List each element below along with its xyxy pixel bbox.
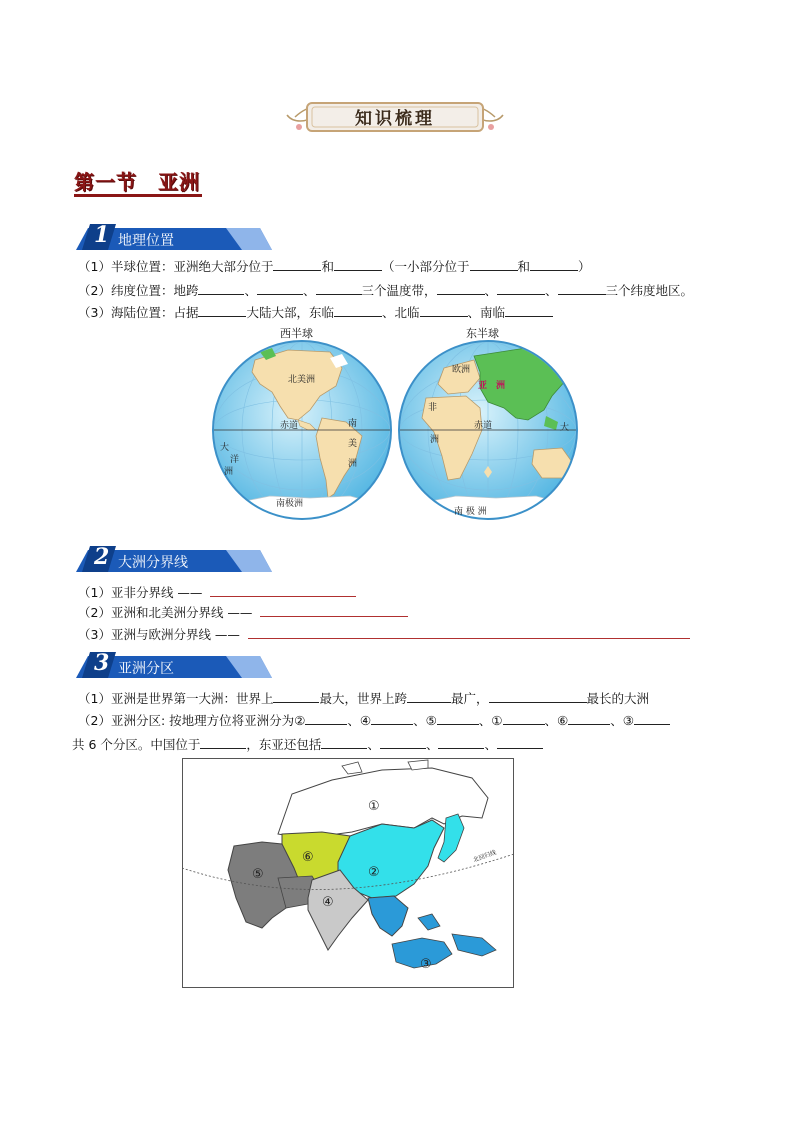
section-title: 亚洲分区	[118, 661, 174, 677]
chapter-underline	[74, 194, 202, 197]
section-header-1	[76, 224, 272, 250]
region-label-4: ④	[322, 895, 334, 910]
region-label-3: ③	[420, 957, 432, 972]
label-africa-2: 洲	[430, 435, 440, 445]
label-africa-1: 非	[428, 403, 438, 413]
label-oceania-west-1: 大	[220, 443, 230, 453]
question-2-3: （3）亚洲与欧洲分界线 ——	[78, 626, 690, 643]
section-number: 2	[94, 544, 110, 570]
question-1-1: （1）半球位置：亚洲绝大部分位于 和 （一小部分位于 和 ）	[78, 259, 591, 274]
east-hemisphere-title: 东半球	[466, 327, 499, 340]
question-3-3: 共 6 个分区。中国位于 ，东亚还包括 、 、 、	[72, 736, 543, 753]
east-hemisphere-map	[396, 338, 580, 522]
label-south-america-3: 洲	[348, 459, 358, 469]
section-title: 地理位置	[118, 233, 174, 249]
label-antarctica-east: 南 极 洲	[454, 507, 487, 517]
section-number: 3	[94, 650, 110, 676]
label-asia: 亚 洲	[478, 381, 506, 391]
label-south-america-1: 南	[348, 419, 358, 429]
label-antarctica-west: 南极洲	[276, 499, 304, 509]
chapter-title: 第一节 亚洲	[74, 170, 200, 194]
label-equator-west: 赤道	[280, 421, 299, 431]
section-number: 1	[94, 222, 110, 248]
section-header-2	[76, 546, 272, 572]
label-equator-east: 赤道	[474, 421, 493, 431]
label-oceania-west-3: 洲	[224, 467, 234, 477]
section-header-3	[76, 652, 272, 678]
region-label-5: ⑤	[252, 867, 264, 882]
question-1-2: （2）纬度位置：地跨 、 、 三个温度带， 、 、 三个纬度地区。	[78, 283, 694, 298]
region-label-2: ②	[368, 865, 380, 880]
label-oceania-west-2: 洋	[230, 455, 240, 465]
banner-title: 知识梳理	[355, 109, 435, 129]
question-2-1: （1）亚非分界线 ——	[78, 584, 356, 601]
question-2-2: （2）亚洲和北美洲分界线 ——	[78, 604, 408, 621]
west-hemisphere-map	[210, 338, 394, 522]
label-south-america-2: 美	[348, 439, 358, 449]
asia-regions-map	[182, 758, 514, 988]
question-3-1: （1）亚洲是世界第一大洲：世界上 最大，世界上跨 最广， 最长的大洲	[78, 691, 650, 706]
region-label-6: ⑥	[302, 850, 314, 865]
section-title: 大洲分界线	[118, 555, 188, 571]
label-oceania-east: 大	[560, 423, 570, 433]
question-3-2: （2）亚洲分区: 按地理方位将亚洲分为② 、④ 、⑤ 、① 、⑥ 、③	[78, 712, 670, 729]
west-hemisphere-title: 西半球	[280, 327, 313, 340]
label-north-america: 北美洲	[288, 375, 316, 385]
region-label-1: ①	[368, 799, 380, 814]
question-1-3: （3）海陆位置：占据 大陆大部，东临 、北临 、南临	[78, 304, 553, 321]
tropic-of-cancer-label: 北回归线	[472, 849, 498, 864]
label-europe: 欧洲	[452, 365, 471, 375]
